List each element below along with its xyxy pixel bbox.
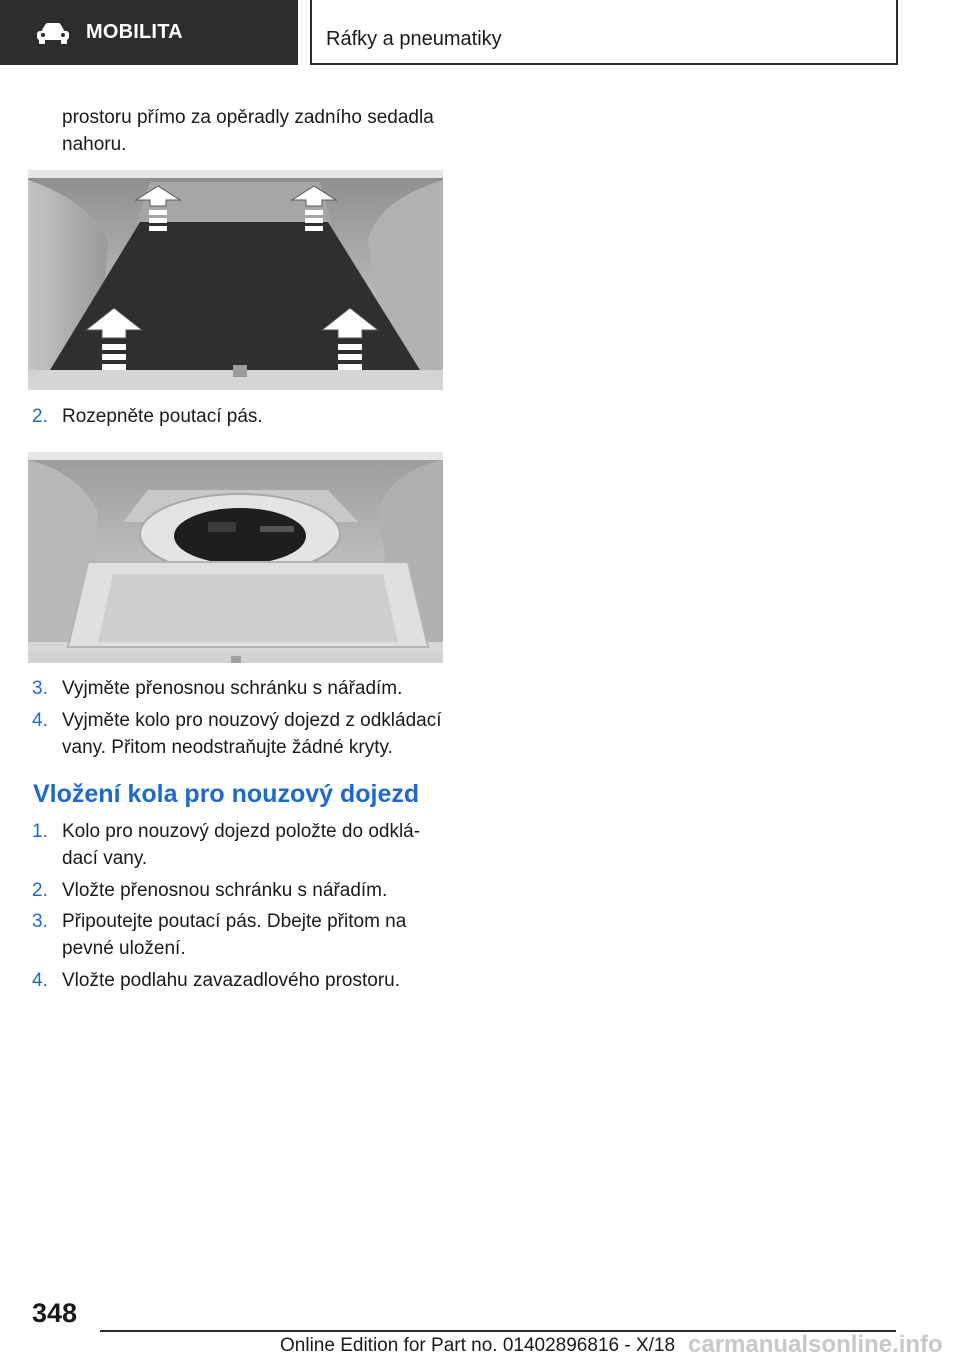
page-number: 348 [32, 1298, 78, 1328]
chapter-tab [310, 0, 898, 65]
step-text: Rozepněte poutací pás. [62, 406, 263, 427]
step-text: Vyjměte přenosnou schránku s nářadím. [62, 678, 403, 699]
section-label: MOBILITA [86, 21, 183, 43]
step-text [62, 908, 444, 962]
list-item [28, 707, 444, 761]
step-text-line-1: Připoutejte poutací pás. Dbejte přitom na [62, 911, 407, 932]
intro-line-2: nahoru. [62, 134, 127, 155]
step-text [62, 818, 444, 872]
header-section-tab [0, 0, 298, 65]
step-number: 1. [32, 821, 48, 842]
watermark: carmanualsonline.info [688, 1331, 943, 1358]
step-number: 4. [32, 970, 48, 991]
step-text-line-2: vany. Přitom neodstraňujte žádné kryty. [62, 737, 393, 758]
intro-line-1: prostoru přímo za opěradly zadního sedadla [62, 107, 434, 128]
chapter-title: Ráfky a pneumatiky [326, 28, 502, 50]
step-text-line-1: Kolo pro nouzový dojezd položte do odklá‐ [62, 821, 421, 842]
step-text-line-2: dací vany. [62, 848, 148, 869]
step-number: 2. [32, 406, 48, 427]
list-item [28, 818, 444, 872]
edition-note: Online Edition for Part no. 01402896816 - X/18 [280, 1335, 676, 1356]
car-icon [36, 22, 70, 44]
step-number: 2. [32, 880, 48, 901]
step-text-line-2: pevné uložení. [62, 938, 186, 959]
section-heading: Vložení kola pro nouzový dojezd [33, 780, 420, 808]
step-text: Vložte podlahu zavazadlového prostoru. [62, 970, 401, 991]
spare-wheel-well-illustration [28, 452, 443, 663]
step-number: 3. [32, 678, 48, 699]
step-number: 4. [32, 710, 48, 731]
intro-paragraph [62, 104, 442, 158]
list-item [28, 908, 444, 962]
step-text: Vložte přenosnou schránku s nářadím. [62, 880, 388, 901]
step-text-line-1: Vyjměte kolo pro nouzový dojezd z odkládací [62, 710, 442, 731]
step-text [62, 707, 444, 761]
trunk-floor-illustration [28, 170, 443, 390]
step-number: 3. [32, 911, 48, 932]
